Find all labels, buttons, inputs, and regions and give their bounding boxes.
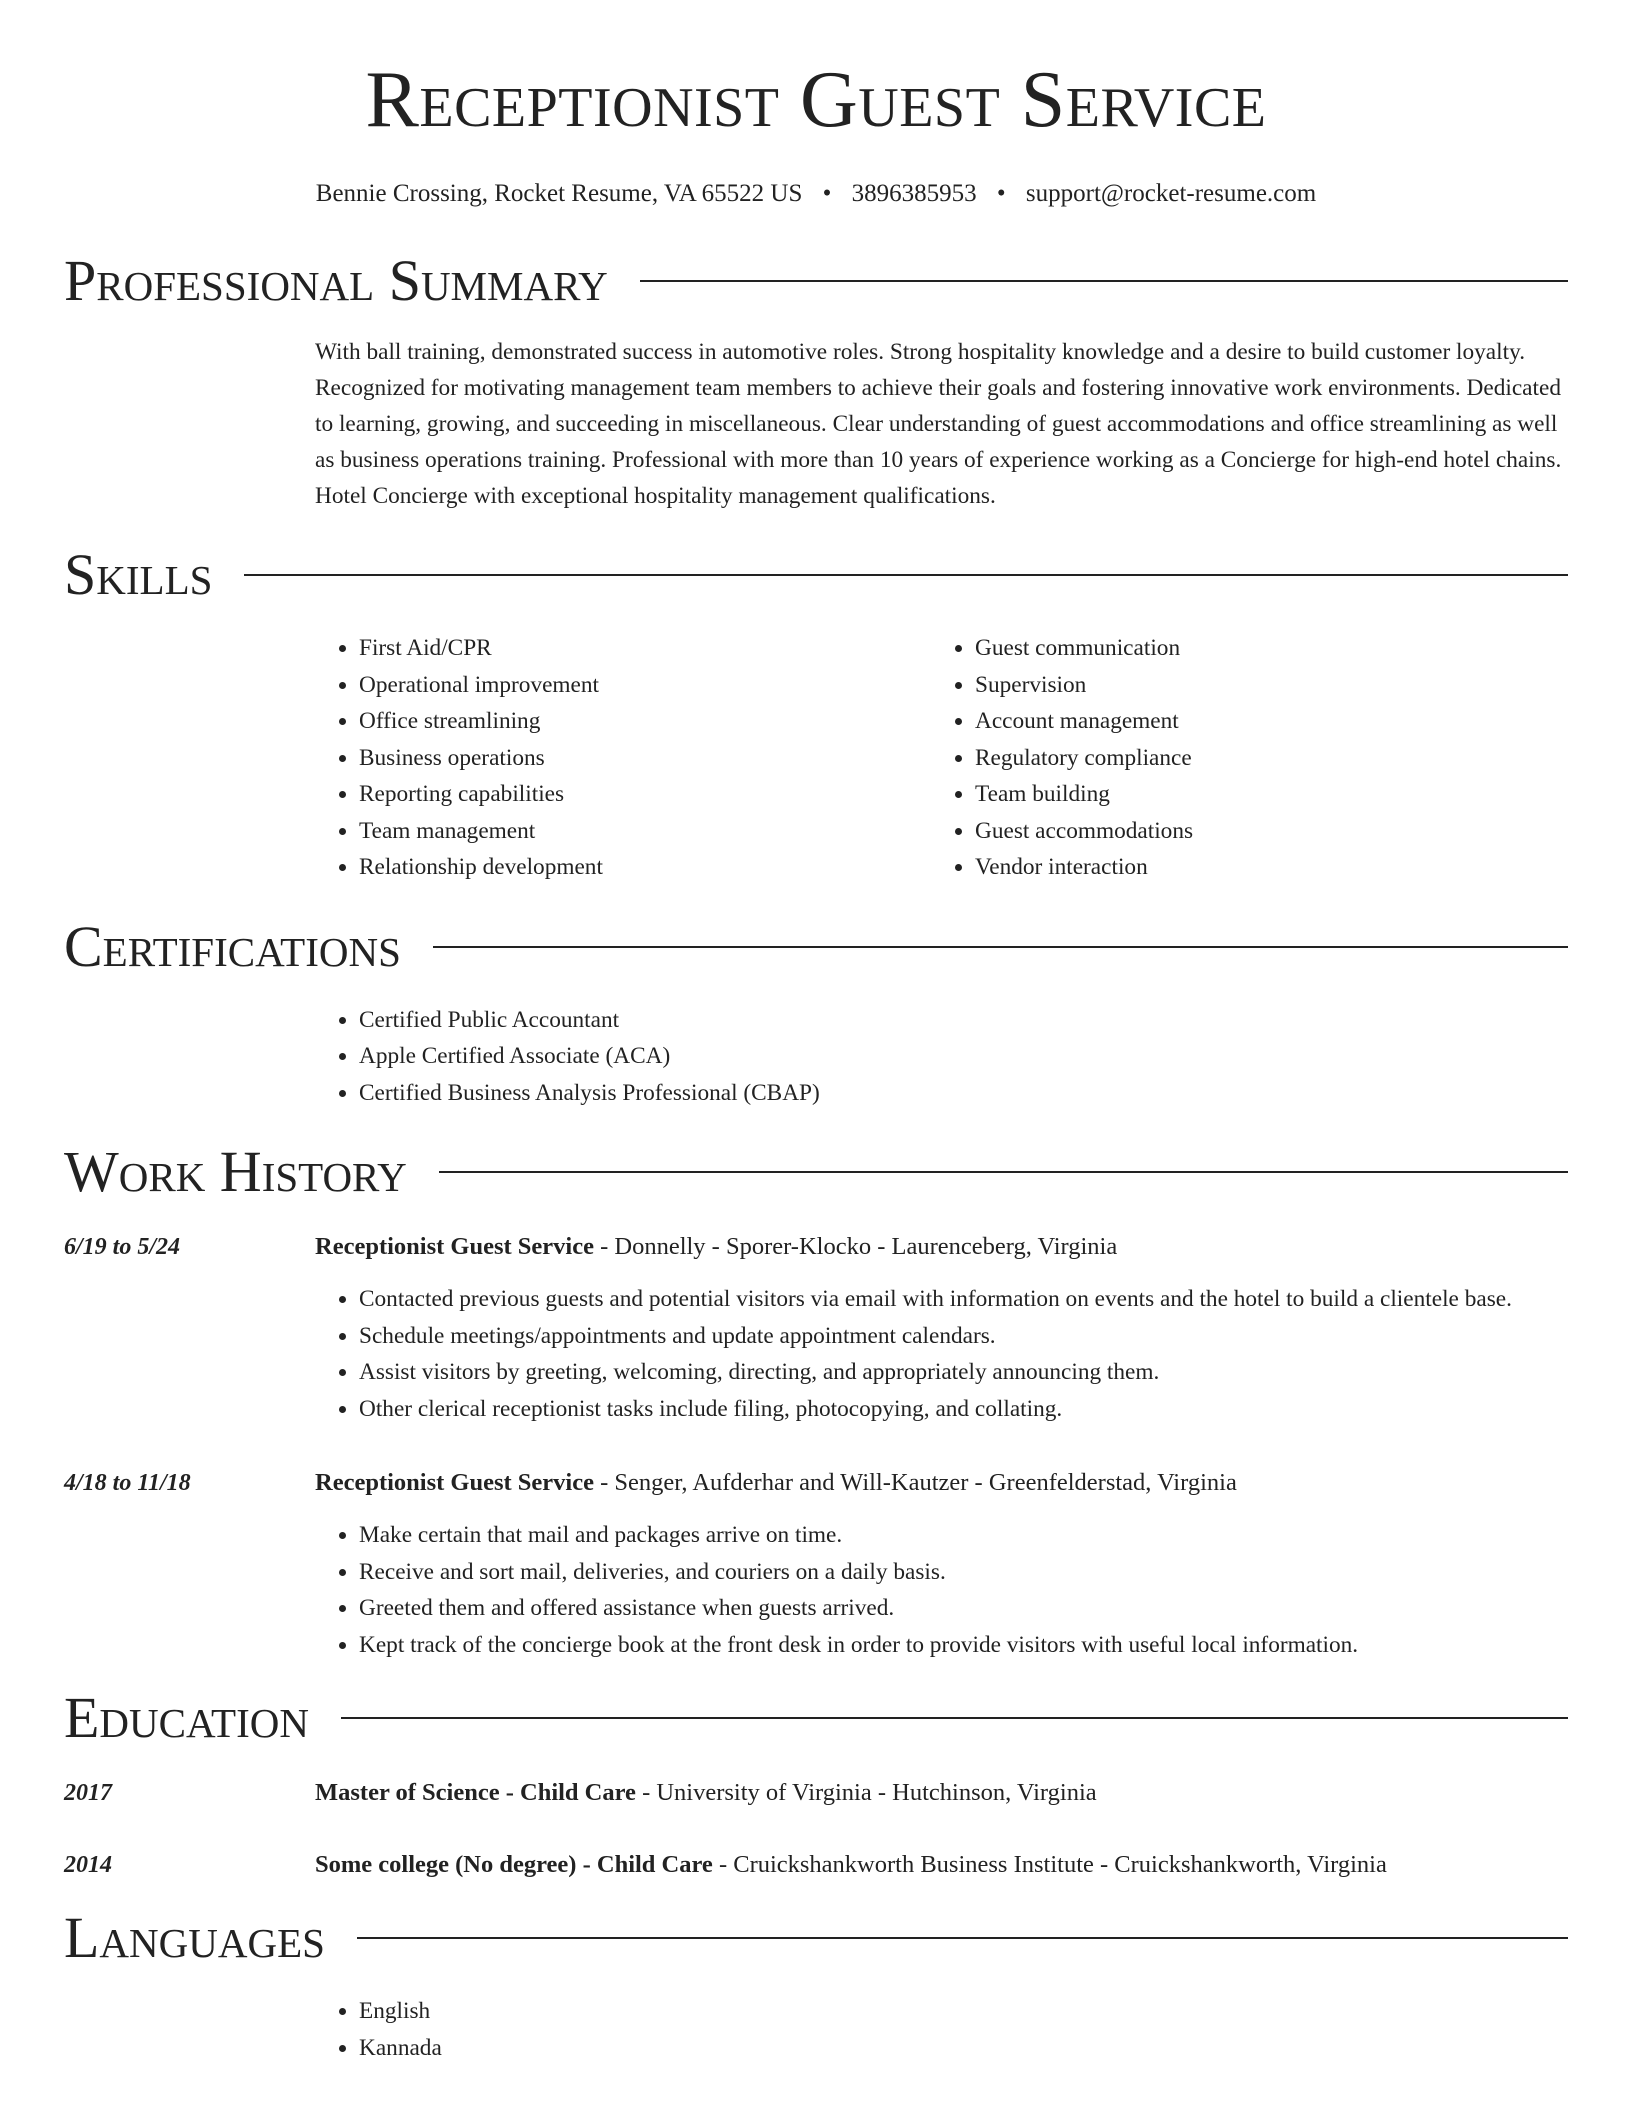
certifications-header [64, 914, 1568, 980]
skills-header [64, 542, 1568, 608]
certification-item: • Certified Public Accountant [359, 1002, 1568, 1039]
job-bullet: • Greeted them and offered assistance when guests arrived. [359, 1590, 1568, 1627]
skill-item: • Account management [975, 703, 1568, 740]
education-body [315, 1847, 1387, 1883]
education-entry [64, 1847, 1568, 1883]
skill-item: • Supervision [975, 667, 1568, 704]
contact-separator: • [822, 180, 832, 207]
summary-text: With ball training, demonstrated success in automotive roles. Strong hospitality knowledge and a desire to build customer loyalty. Recognized for motivating management team members to achieve their goals and fostering innovative work environments. Dedicated to learning, growing, and succeeding in miscellaneous. Clear understanding of guest accommodations and office streamlining as well as business operations training. Professional with more than 10 years of experience working as a Concierge for high-end hotel chains. Hotel Concierge with exceptional hospitality management qualifications. [315, 339, 1562, 509]
skills-grid [315, 630, 1568, 886]
job-bullet: • Other clerical receptionist tasks include filing, photocopying, and collating. [359, 1391, 1568, 1428]
skill-item: • Regulatory compliance [975, 740, 1568, 777]
education-header [64, 1685, 1568, 1751]
contact-email: support@rocket-resume.com [1025, 180, 1317, 207]
job-bullets [315, 1517, 1568, 1663]
job-entry [64, 1229, 1568, 1427]
section-title-work: Work History [64, 1139, 407, 1204]
section-title-languages: Languages [64, 1905, 325, 1970]
section-divider [244, 574, 1568, 576]
education-year: 2017 [64, 1780, 112, 1806]
job-entry [64, 1465, 1568, 1663]
job-title: Receptionist Guest Service [315, 1469, 594, 1496]
education-year: 2014 [64, 1852, 112, 1878]
education-details: - University of Virginia - Hutchinson, Virginia [635, 1779, 1097, 1806]
section-divider [433, 946, 1568, 948]
job-bullet: • Schedule meetings/appointments and update appointment calendars. [359, 1318, 1568, 1355]
section-title-certifications: Certifications [64, 913, 401, 979]
skill-item: • Guest accommodations [975, 813, 1568, 850]
skill-item: • First Aid/CPR [359, 630, 931, 667]
skill-item: • Vendor interaction [975, 849, 1568, 886]
summary-header [64, 248, 1568, 314]
section-divider [341, 1717, 1568, 1719]
section-title-summary: Professional Summary [64, 248, 608, 313]
job-details: - Senger, Aufderhar and Will-Kautzer - Greenfelderstad, Virginia [593, 1469, 1237, 1496]
job-heading [315, 1229, 1568, 1265]
skill-item: • Business operations [359, 740, 931, 777]
languages-list [315, 1993, 1568, 2066]
languages-list-wrap [315, 1993, 1568, 2066]
education-degree: Master of Science - Child Care [315, 1779, 636, 1806]
education-degree: Some college (No degree) - Child Care [315, 1851, 713, 1878]
certification-item: • Apple Certified Associate (ACA) [359, 1038, 1568, 1075]
job-bullet: • Assist visitors by greeting, welcoming, directing, and appropriately announcing them. [359, 1354, 1568, 1391]
education-section [64, 1685, 1568, 1883]
education-body [315, 1775, 1097, 1811]
section-title-skills: Skills [64, 542, 213, 607]
skill-item: • Relationship development [359, 849, 931, 886]
skill-item: • Reporting capabilities [359, 776, 931, 813]
education-details: - Cruickshankworth Business Institute - Cruickshankworth, Virginia [712, 1851, 1387, 1878]
skill-item: • Team building [975, 776, 1568, 813]
section-title-education: Education [64, 1685, 309, 1750]
resume-title: Receptionist Guest Service [365, 56, 1267, 144]
languages-section [64, 1905, 1568, 2066]
job-dates: 6/19 to 5/24 [64, 1234, 181, 1260]
job-bullet: • Receive and sort mail, deliveries, and couriers on a daily basis. [359, 1554, 1568, 1591]
section-divider [439, 1171, 1568, 1173]
skills-list-right [931, 630, 1568, 886]
resume-page [64, 0, 1568, 2066]
job-title: Receptionist Guest Service [315, 1233, 594, 1260]
contact-phone: 3896385953 [851, 180, 977, 207]
work-header [64, 1139, 1568, 1205]
skill-item: • Guest communication [975, 630, 1568, 667]
job-bullet: • Kept track of the concierge book at the front desk in order to provide visitors with useful local information. [359, 1627, 1568, 1664]
skills-list-left [315, 630, 931, 886]
job-details: - Donnelly - Sporer-Klocko - Laurenceberg, Virginia [593, 1233, 1118, 1260]
skill-item: • Team management [359, 813, 931, 850]
job-heading [315, 1465, 1568, 1501]
languages-header [64, 1905, 1568, 1971]
contact-separator: • [996, 180, 1006, 207]
work-section [64, 1139, 1568, 1663]
contact-line [64, 180, 1568, 208]
section-divider [357, 1937, 1568, 1939]
job-body [315, 1229, 1568, 1427]
certifications-section [64, 914, 1568, 1112]
job-bullets [315, 1281, 1568, 1427]
skills-section [64, 542, 1568, 886]
certifications-list-wrap [315, 1002, 1568, 1112]
contact-address: Bennie Crossing, Rocket Resume, VA 65522 US [315, 180, 803, 207]
job-dates: 4/18 to 11/18 [64, 1470, 191, 1496]
education-entry [64, 1775, 1568, 1811]
certification-item: • Certified Business Analysis Professional (CBAP) [359, 1075, 1568, 1112]
language-item: • Kannada [359, 2030, 1568, 2067]
skill-item: • Operational improvement [359, 667, 931, 704]
job-bullet: • Contacted previous guests and potential visitors via email with information on events and the hotel to build a clientele base. [359, 1281, 1568, 1318]
section-divider [640, 280, 1568, 282]
skill-item: • Office streamlining [359, 703, 931, 740]
job-body [315, 1465, 1568, 1663]
language-item: • English [359, 1993, 1568, 2030]
summary-section [64, 248, 1568, 514]
certifications-list [315, 1002, 1568, 1112]
job-bullet: • Make certain that mail and packages arrive on time. [359, 1517, 1568, 1554]
